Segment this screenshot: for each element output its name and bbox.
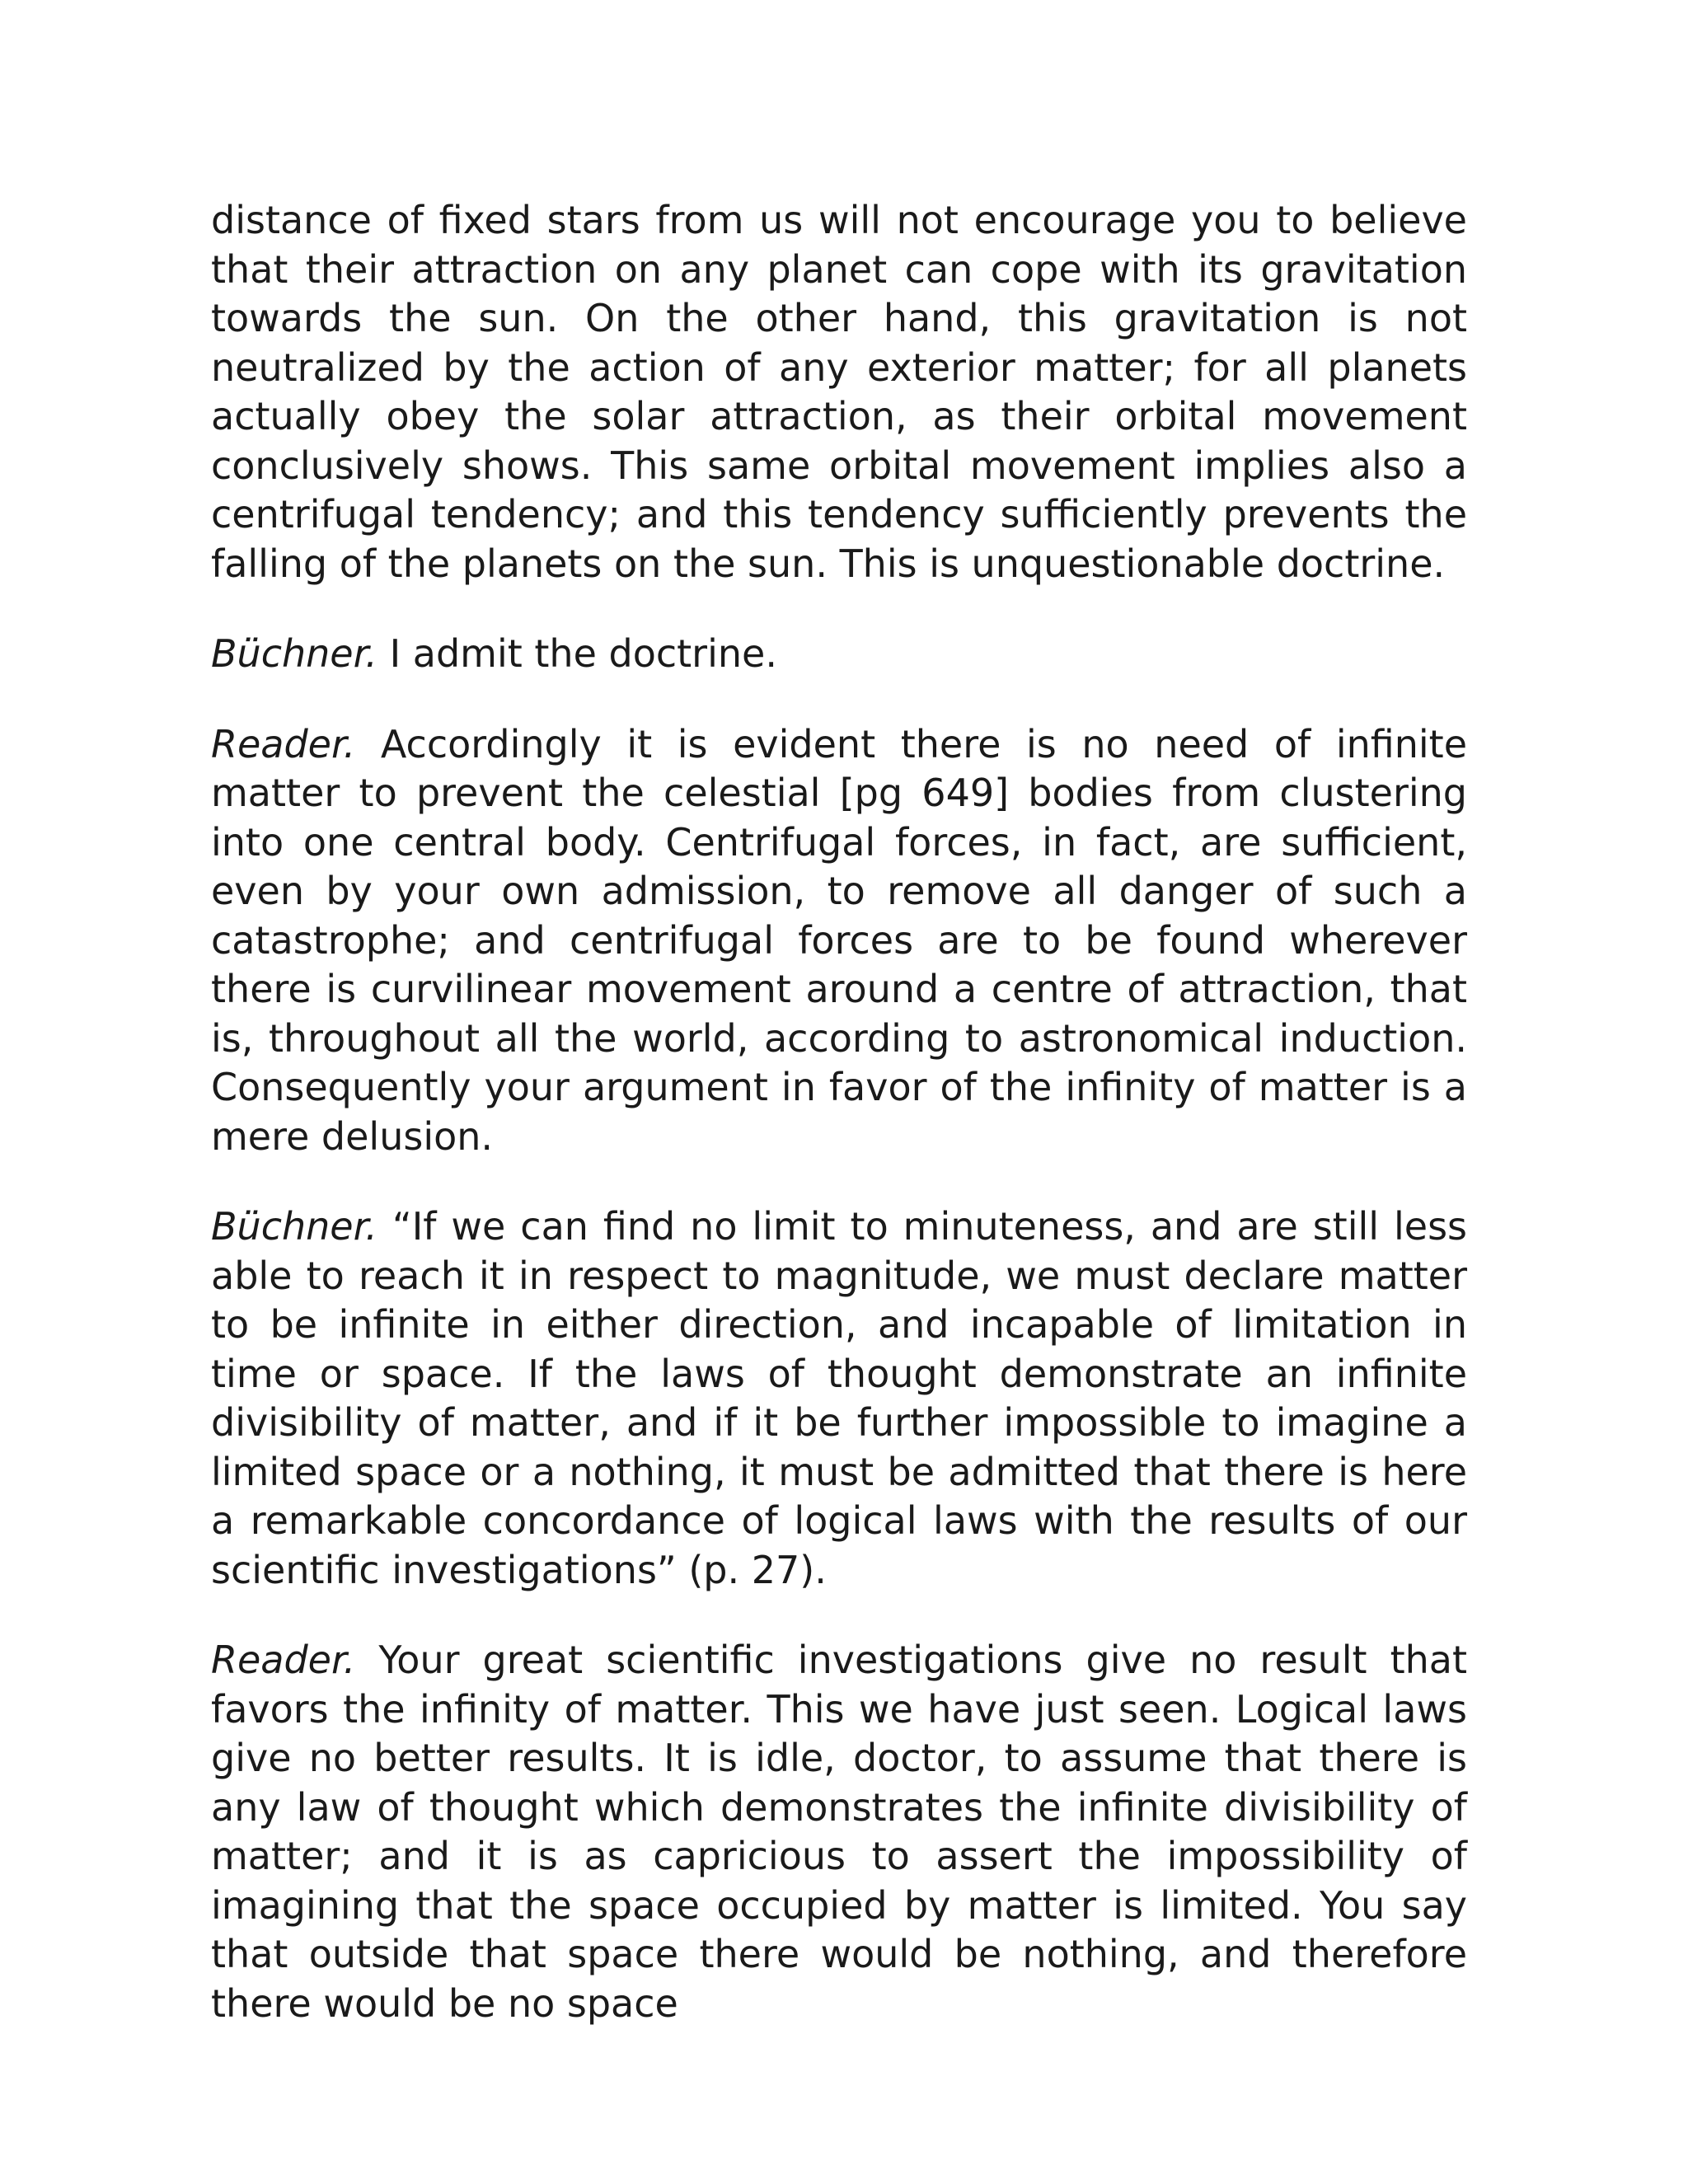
speaker-label: Büchner. — [211, 1204, 377, 1249]
paragraph-reader-2 — [211, 1636, 1467, 2028]
paragraph-text: Accordingly it is evident there is no need of infinite matter to prevent the celestial [pg 649] bodies from clustering into one central body. Centrifugal forces, in fact, are sufficient, even by your own admission, to remove all danger of such a catastrophe; and centrifugal forces are to be found wherever there is curvilinear movement around a centre of attraction, that is, throughout all the world, according to astronomical induction. Consequently your argument in favor of the infinity of matter is a mere delusion. — [211, 721, 1467, 1159]
paragraph-text: distance of fixed stars from us will not encourage you to believe that their attraction on any planet can cope with its gravitation towards the sun. On the other hand, this gravitation is not neutralized by the action of any exterior matter; for all planets actually obey the solar attraction, as their orbital movement conclusively shows. This same orbital movement implies also a centrifugal tendency; and this tendency sufficiently prevents the falling of the planets on the sun. This is unquestionable doctrine. — [211, 198, 1467, 586]
speaker-label: Reader. — [211, 1638, 356, 1682]
paragraph-reader-1 — [211, 720, 1467, 1162]
paragraph-buchner-2 — [211, 1202, 1467, 1595]
speaker-label: Büchner. — [211, 631, 377, 676]
paragraph-text: I admit the doctrine. — [389, 631, 777, 676]
paragraph-continuation — [211, 196, 1467, 588]
paragraph-text: Your great scientific investigations give no result that favors the infinity of matter. This we have just seen. Logical laws give no better results. It is idle, doctor, to assume that there is any law of thought which demonstrates the infinite divisibility of matter; and it is as capricious to assert the impossibility of imagining that the space occupied by matter is limited. You say that outside that space there would be nothing, and therefore there would be no space — [211, 1638, 1467, 2026]
paragraph-buchner-1 — [211, 630, 1467, 679]
document-page — [211, 196, 1467, 2069]
paragraph-text: “If we can find no limit to minuteness, and are still less able to reach it in respect to magnitude, we must declare matter to be infinite in either direction, and incapable of limitation in time or space. If the laws of thought demonstrate an infinite divisibility of matter, and if it be further impossible to imagine a limited space or a nothing, it must be admitted that there is here a remarkable concordance of logical laws with the results of our scientific investigations” (p. 27). — [211, 1204, 1468, 1592]
speaker-label: Reader. — [211, 721, 356, 766]
